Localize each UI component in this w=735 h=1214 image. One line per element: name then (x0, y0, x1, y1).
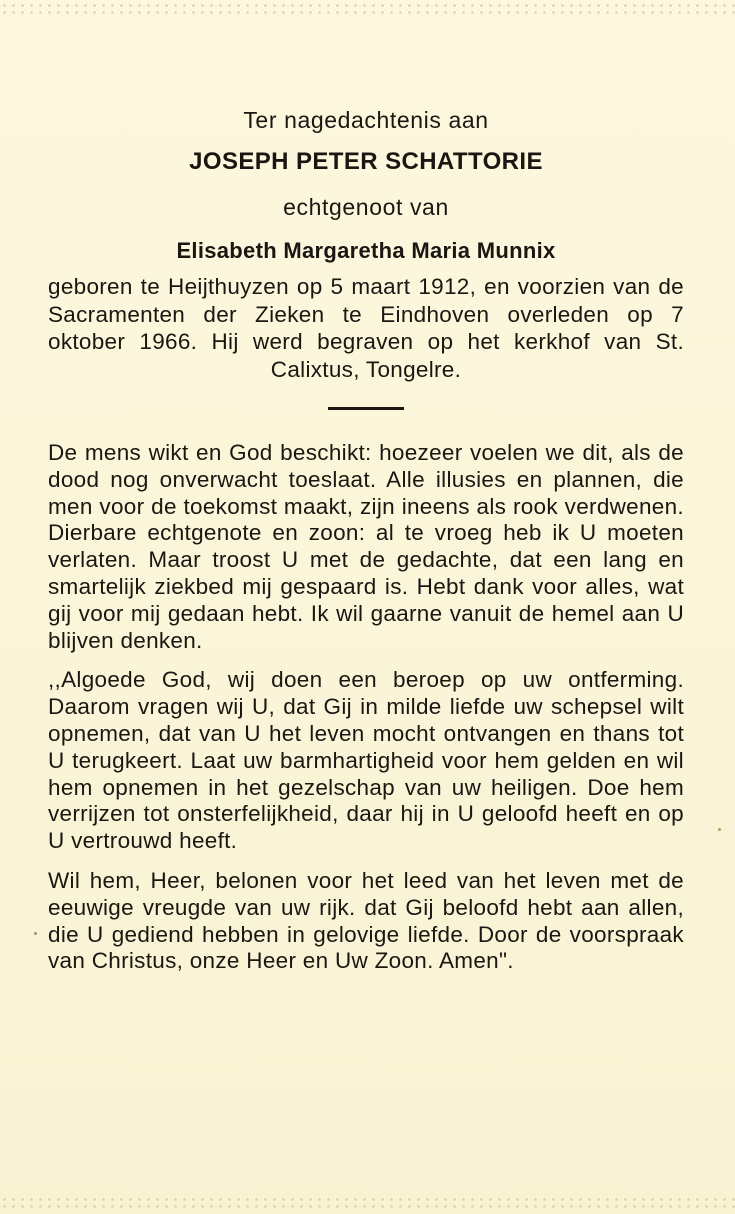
farewell-paragraph: De mens wikt en God beschikt: hoezeer voelen we dit, als de dood nog onverwacht toeslaat. Alle illusies en plannen, die men voor de toekomst maakt, zijn ineens als rook verdwenen. Dierbare echtgenote en zoon: al te vroeg heb ik U moeten verlaten. Maar troost U met de gedachte, dat een lang en smartelijk ziekbed mij gespaard is. Hebt dank voor alles, wat gij voor mij gedaan hebt. Ik wil gaarne vanuit de hemel aan U blijven denken. (48, 440, 684, 653)
intro-line: Ter nagedachtenis aan (243, 107, 489, 133)
card-content (48, 100, 684, 975)
deceased-name: JOSEPH PETER SCHATTORIE (189, 148, 543, 175)
prayer-paragraph: ,,Algoede God, wij doen een beroep op uw ontferming. Daarom vragen wij U, dat Gij in milde liefde uw schepsel wilt opnemen, dat van U het leven mocht ontvangen en thans tot U terugkeert. Laat uw barmhartigheid voor hem gelden en wil hem opnemen in het gezelschap van uw heiligen. Doe hem verrijzen tot onsterfelijkheid, daar hij in U geloofd heeft en op U vertrouwd heeft. (48, 667, 684, 854)
card-top-edge (0, 2, 735, 16)
paper-speck (718, 828, 721, 831)
paper-speck (34, 932, 37, 935)
divider-line (328, 407, 404, 410)
card-bottom-edge (0, 1196, 735, 1210)
biography-text: geboren te Heijthuyzen op 5 maart 1912, en voorzien van de Sacramenten der Zieken te Eindhoven overleden op 7 oktober 1966. Hij werd begraven op het kerkhof van St. Calixtus, Tongelre. (48, 274, 684, 382)
spouse-name: Elisabeth Margaretha Maria Munnix (176, 238, 556, 263)
relation-line: echtgenoot van (283, 194, 449, 220)
closing-prayer-paragraph: Wil hem, Heer, belonen voor het leed van het leven met de eeuwige vreugde van uw rijk. dat Gij beloofd hebt aan allen, die U gediend hebben in gelovige liefde. Door de voorspraak van Christus, onze Heer en Uw Zoon. Amen". (48, 867, 684, 974)
